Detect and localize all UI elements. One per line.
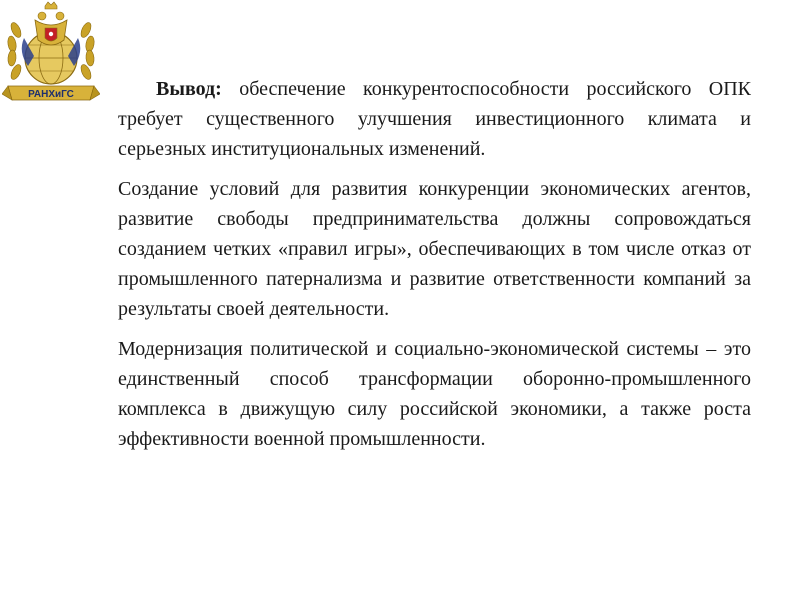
conclusion-paragraph: [118, 74, 751, 165]
modernization-paragraph: Модернизация политической и социально-экономической системы – это единственный способ трансформации оборонно-промышленного комплекса в движущую силу российской экономики, а также роста эффективности военной промышленности.: [118, 337, 751, 451]
conclusion-text: обеспечение конкурентоспособности российского ОПК требует существенного улучшения инвестиционного климата и серьезных институциональных изменений.: [118, 78, 751, 161]
slide-body: [118, 74, 751, 463]
competition-paragraph: Создание условий для развития конкуренции экономических агентов, развитие свободы предпринимательства должны сопровождаться созданием четких «правил игры», обеспечивающих в том числе отказ от промышленного патернализма и развитие ответственности компаний за результаты своей деятельности.: [118, 177, 751, 321]
logo-text: РАНХиГС: [28, 89, 74, 100]
emblem-icon: [2, 0, 100, 116]
conclusion-lead: Вывод:: [156, 78, 222, 100]
ranepa-logo: [2, 0, 100, 116]
